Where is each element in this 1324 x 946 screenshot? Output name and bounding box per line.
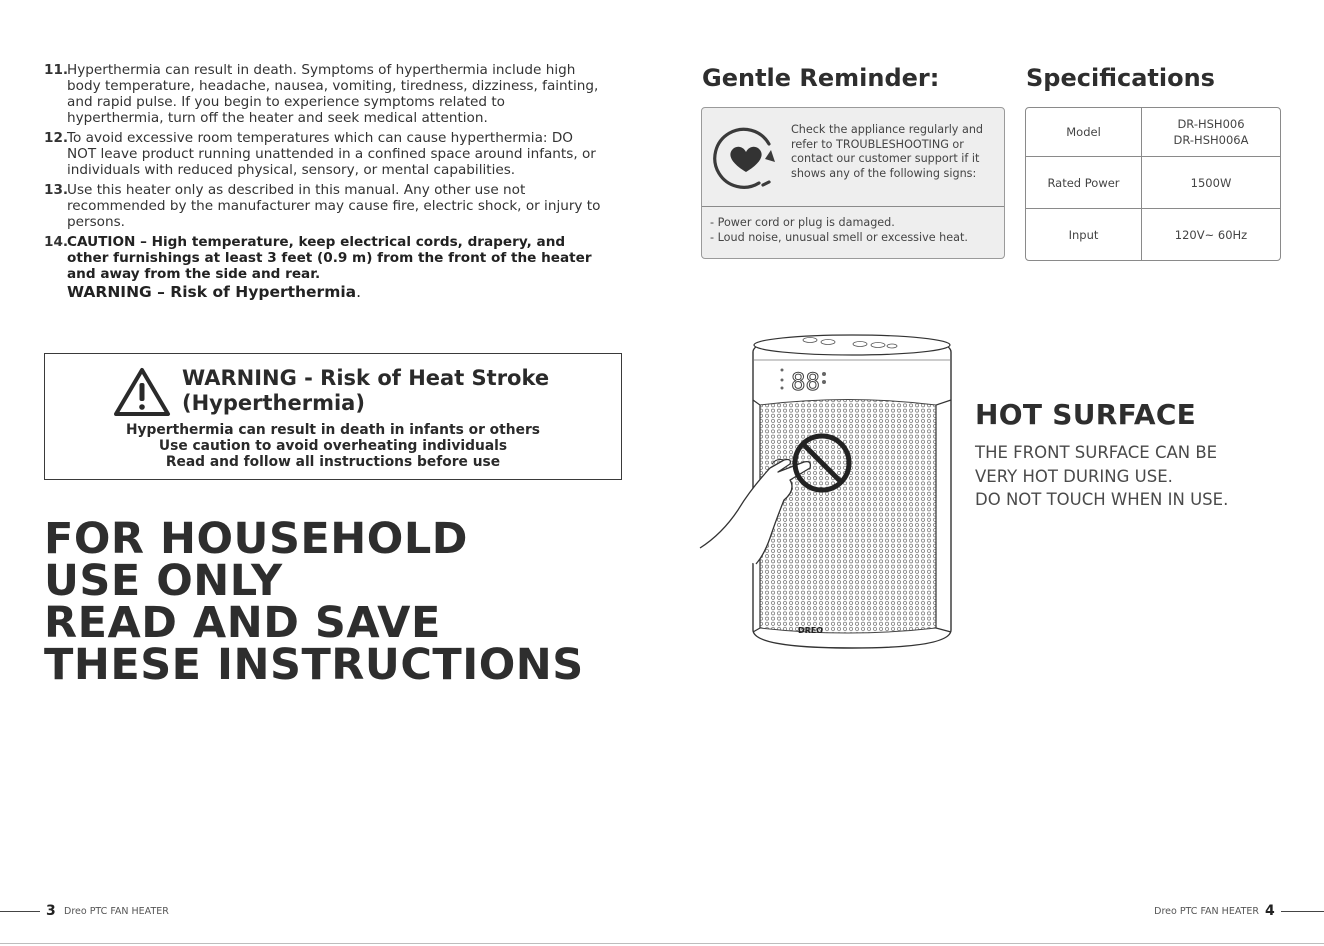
footer-rule (0, 911, 40, 912)
footer-rule (1281, 911, 1324, 912)
reminder-points (710, 216, 968, 245)
warning-triangle-icon (112, 366, 172, 418)
spec-value: 1500W (1190, 175, 1232, 190)
spec-value: 120V~ 60Hz (1174, 228, 1248, 242)
item-text: To avoid excessive room temperatures which can cause hyperthermia: DO NOT leave product running unattended in a confined space around infants, or individuals with reduced physical, sensory, or mental capabilities. (67, 130, 596, 178)
item-number: 12. (44, 130, 69, 146)
reminder-point: - Loud noise, unusual smell or excessive heat. (710, 230, 968, 244)
list-item (44, 130, 604, 178)
warning-line-end: . (356, 283, 362, 301)
item-text: CAUTION – High temperature, keep electrical cords, drapery, and other furnishings at least 3 feet (0.9 m) from the front of the heater and away from the side and rear. (67, 234, 592, 282)
item-number: 14. (44, 234, 69, 250)
page-number: 3 (46, 903, 56, 919)
table-row (1026, 108, 1280, 157)
list-item-caution (44, 234, 604, 300)
gentle-reminder-box (701, 107, 1005, 259)
spec-label: Model (1026, 108, 1142, 156)
warning-line-text: WARNING – Risk of Hyperthermia (67, 283, 357, 301)
specifications-title: Specifications (1026, 64, 1215, 92)
table-row (1026, 209, 1280, 261)
item-number: 13. (44, 182, 69, 198)
hot-surface-text (975, 441, 1295, 512)
heading-line: READ AND SAVE (44, 598, 441, 648)
spec-value-line: DR-HSH006A (1173, 133, 1249, 147)
list-item (44, 62, 604, 126)
warning-title-line: WARNING - Risk of Heat Stroke (182, 366, 550, 390)
heater-display: 88 (791, 368, 820, 396)
warning-text-line: Hyperthermia can result in death in infants or others (126, 422, 540, 438)
spec-value (1142, 108, 1280, 156)
hot-surface-title: HOT SURFACE (975, 398, 1197, 431)
warning-title-line: (Hyperthermia) (182, 391, 365, 415)
hot-surface-line: VERY HOT DURING USE. (975, 466, 1173, 486)
warning-text (45, 422, 621, 470)
footer-text: Dreo PTC FAN HEATER (64, 906, 169, 917)
warning-text-line: Read and follow all instructions before use (165, 454, 501, 470)
reminder-top (702, 108, 1004, 207)
heart-cycle-icon (711, 122, 781, 192)
spec-value-line: DR-HSH006 (1177, 117, 1245, 131)
heading-line: FOR HOUSEHOLD (44, 514, 468, 564)
item-number: 11. (44, 62, 69, 78)
household-use-heading (44, 514, 664, 690)
page-number: 4 (1265, 903, 1275, 919)
hyperthermia-warning-line (67, 284, 604, 300)
page-bottom-rule (0, 943, 1324, 944)
hot-surface-line: DO NOT TOUCH WHEN IN USE. (975, 490, 1229, 509)
specifications-table (1025, 107, 1281, 261)
reminder-text: Check the appliance regularly and refer to TROUBLESHOOTING or contact our customer support if it shows any of the following signs: (791, 123, 984, 180)
safety-instructions-list (44, 62, 604, 304)
list-item (44, 182, 604, 230)
reminder-point: - Power cord or plug is damaged. (710, 216, 895, 229)
item-text: Use this heater only as described in this manual. Any other use not recommended by the manufacturer may cause fire, electric shock, or injury to persons. (67, 182, 601, 230)
gentle-reminder-title: Gentle Reminder: (702, 64, 940, 92)
heater-illustration (698, 330, 960, 654)
hot-surface-line: THE FRONT SURFACE CAN BE (975, 443, 1218, 462)
heater-brand: DREO (798, 626, 824, 635)
warning-title (182, 366, 549, 416)
item-text: Hyperthermia can result in death. Symptoms of hyperthermia include high body temperature, headache, nausea, vomiting, tiredness, dizziness, fainting, and rapid pulse. If you begin to experience symptoms related to hyperthermia, turn off the heater and seek medical attention. (67, 62, 599, 126)
table-row (1026, 157, 1280, 209)
heat-stroke-warning-box (44, 353, 622, 480)
footer-text: Dreo PTC FAN HEATER (1154, 906, 1259, 917)
spec-label: Input (1026, 209, 1142, 261)
heading-line: THESE INSTRUCTIONS (44, 640, 584, 690)
warning-text-line: Use caution to avoid overheating individuals (158, 438, 508, 454)
heading-line: USE ONLY (44, 556, 283, 606)
spec-label: Rated Power (1026, 157, 1142, 208)
